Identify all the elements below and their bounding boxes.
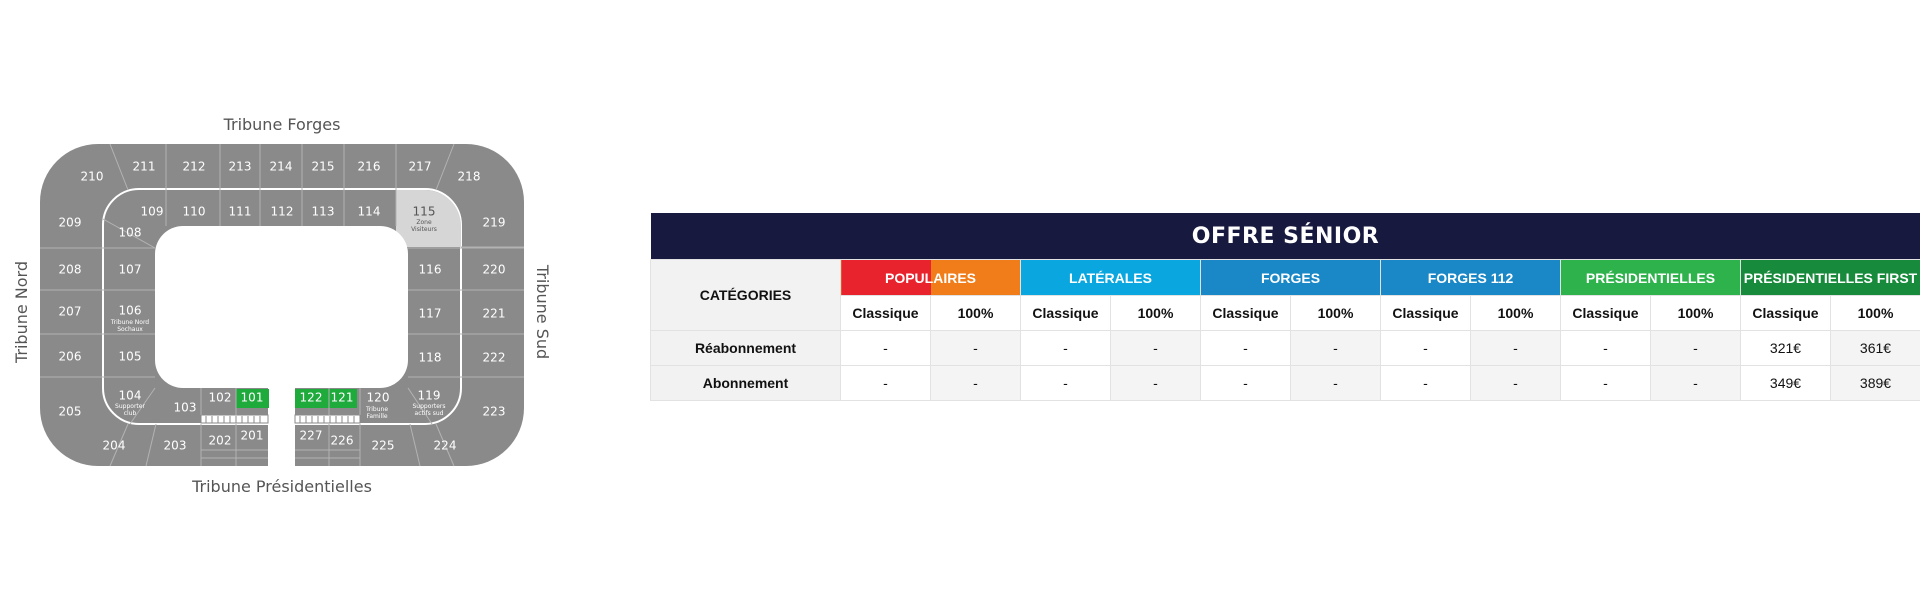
section-202[interactable]: 202 <box>208 433 232 448</box>
section-121[interactable]: 121 <box>330 390 354 405</box>
price-cell: - <box>1111 366 1201 401</box>
section-115[interactable]: 115 <box>412 204 436 219</box>
section-203[interactable]: 203 <box>163 438 187 453</box>
price-cell: - <box>1561 331 1651 366</box>
section-223[interactable]: 223 <box>482 404 506 419</box>
price-cell: - <box>841 366 931 401</box>
section-118[interactable]: 118 <box>418 350 442 365</box>
pitch <box>155 226 408 388</box>
price-cell: - <box>1561 366 1651 401</box>
section-111[interactable]: 111 <box>228 204 252 219</box>
price-cell: - <box>931 366 1021 401</box>
price-cell: - <box>1381 366 1471 401</box>
section-221[interactable]: 221 <box>482 306 506 321</box>
row-label: Abonnement <box>651 366 841 401</box>
subheader-cell: Classique <box>1201 296 1291 331</box>
section-120[interactable]: 120 <box>366 390 390 405</box>
section-117[interactable]: 117 <box>418 306 442 321</box>
price-cell: - <box>1471 331 1561 366</box>
section-106-sublabel-2: Sochaux <box>117 326 143 333</box>
section-102[interactable]: 102 <box>208 390 232 405</box>
group-header-4: FORGES 112 <box>1381 260 1561 296</box>
subheader-cell: 100% <box>1291 296 1381 331</box>
section-217[interactable]: 217 <box>408 159 432 174</box>
price-cell: - <box>1291 366 1381 401</box>
section-201[interactable]: 201 <box>240 428 264 443</box>
section-122[interactable]: 122 <box>299 390 323 405</box>
section-208[interactable]: 208 <box>58 262 82 277</box>
section-119-sublabel-1: Supporters <box>412 403 446 410</box>
stadium-map <box>0 0 560 520</box>
group-header-3: FORGES <box>1201 260 1381 296</box>
section-206[interactable]: 206 <box>58 349 82 364</box>
price-cell: - <box>1021 366 1111 401</box>
offer-title: OFFRE SÉNIOR <box>651 213 1920 260</box>
section-119-sublabel-2: actifs sud <box>414 410 444 417</box>
price-cell: - <box>1201 366 1291 401</box>
section-112[interactable]: 112 <box>270 204 294 219</box>
subheader-cell: 100% <box>1651 296 1741 331</box>
price-cell: - <box>931 331 1021 366</box>
section-204[interactable]: 204 <box>102 438 126 453</box>
section-114[interactable]: 114 <box>357 204 381 219</box>
section-211[interactable]: 211 <box>132 159 156 174</box>
section-219[interactable]: 219 <box>482 215 506 230</box>
section-103[interactable]: 103 <box>173 400 197 415</box>
table-row <box>651 366 1920 401</box>
subheader-cell: Classique <box>1021 296 1111 331</box>
section-116[interactable]: 116 <box>418 262 442 277</box>
section-107[interactable]: 107 <box>118 262 142 277</box>
price-cell: - <box>1651 331 1741 366</box>
section-120-sublabel-1: Tribune <box>365 406 389 413</box>
section-104-sublabel-2: club <box>123 410 137 417</box>
price-cell: 361€ <box>1831 331 1920 366</box>
section-109[interactable]: 109 <box>140 204 164 219</box>
price-cell: - <box>841 331 931 366</box>
tribune-presidential-label: Tribune Présidentielles <box>192 477 372 496</box>
senior-offer-table <box>650 213 1920 401</box>
section-220[interactable]: 220 <box>482 262 506 277</box>
row-label: Réabonnement <box>651 331 841 366</box>
subheader-cell: 100% <box>931 296 1021 331</box>
section-226[interactable]: 226 <box>330 433 354 448</box>
price-cell: - <box>1201 331 1291 366</box>
section-104[interactable]: 104 <box>118 388 142 403</box>
group-header-1: POPULAIRES <box>841 260 1021 296</box>
section-115-sublabel-2: Visiteurs <box>411 226 437 233</box>
subheader-cell: Classique <box>1561 296 1651 331</box>
section-227[interactable]: 227 <box>299 428 323 443</box>
section-115-sublabel-1: Zone <box>416 219 432 226</box>
subheader-cell: Classique <box>841 296 931 331</box>
price-cell: 349€ <box>1741 366 1831 401</box>
section-214[interactable]: 214 <box>269 159 293 174</box>
group-header-6: PRÉSIDENTIELLES FIRST <box>1741 260 1920 296</box>
entrance-gap <box>268 388 295 468</box>
section-213[interactable]: 213 <box>228 159 252 174</box>
section-224[interactable]: 224 <box>433 438 457 453</box>
price-cell: 389€ <box>1831 366 1920 401</box>
subheader-cell: 100% <box>1111 296 1201 331</box>
section-225[interactable]: 225 <box>371 438 395 453</box>
table-row <box>651 331 1920 366</box>
section-207[interactable]: 207 <box>58 304 82 319</box>
section-212[interactable]: 212 <box>182 159 206 174</box>
section-218[interactable]: 218 <box>457 169 481 184</box>
group-header-5: PRÉSIDENTIELLES <box>1561 260 1741 296</box>
subheader-cell: Classique <box>1741 296 1831 331</box>
section-104-sublabel-1: Supporter <box>115 403 145 410</box>
price-cell: - <box>1381 331 1471 366</box>
section-106[interactable]: 106 <box>118 303 142 318</box>
section-120-sublabel-2: Famille <box>366 413 388 420</box>
section-110[interactable]: 110 <box>182 204 206 219</box>
price-cell: - <box>1471 366 1561 401</box>
group-header-2: LATÉRALES <box>1021 260 1201 296</box>
section-222[interactable]: 222 <box>482 350 506 365</box>
subheader-cell: Classique <box>1381 296 1471 331</box>
price-cell: - <box>1021 331 1111 366</box>
price-cell: - <box>1651 366 1741 401</box>
section-119[interactable]: 119 <box>417 388 441 403</box>
section-210[interactable]: 210 <box>80 169 104 184</box>
section-108[interactable]: 108 <box>118 225 142 240</box>
section-209[interactable]: 209 <box>58 215 82 230</box>
subheader-cell: 100% <box>1831 296 1920 331</box>
price-cell: - <box>1291 331 1381 366</box>
section-105[interactable]: 105 <box>118 349 142 364</box>
price-cell: - <box>1111 331 1201 366</box>
tribune-south-label: Tribune Sud <box>533 264 552 360</box>
tribune-forges-label: Tribune Forges <box>223 115 341 134</box>
section-106-sublabel-1: Tribune Nord <box>110 319 150 326</box>
section-113[interactable]: 113 <box>311 204 335 219</box>
categories-header: CATÉGORIES <box>651 260 841 331</box>
section-216[interactable]: 216 <box>357 159 381 174</box>
section-205[interactable]: 205 <box>58 404 82 419</box>
subheader-cell: 100% <box>1471 296 1561 331</box>
price-cell: 321€ <box>1741 331 1831 366</box>
tribune-north-label: Tribune Nord <box>12 260 31 364</box>
section-101[interactable]: 101 <box>240 390 264 405</box>
section-215[interactable]: 215 <box>311 159 335 174</box>
